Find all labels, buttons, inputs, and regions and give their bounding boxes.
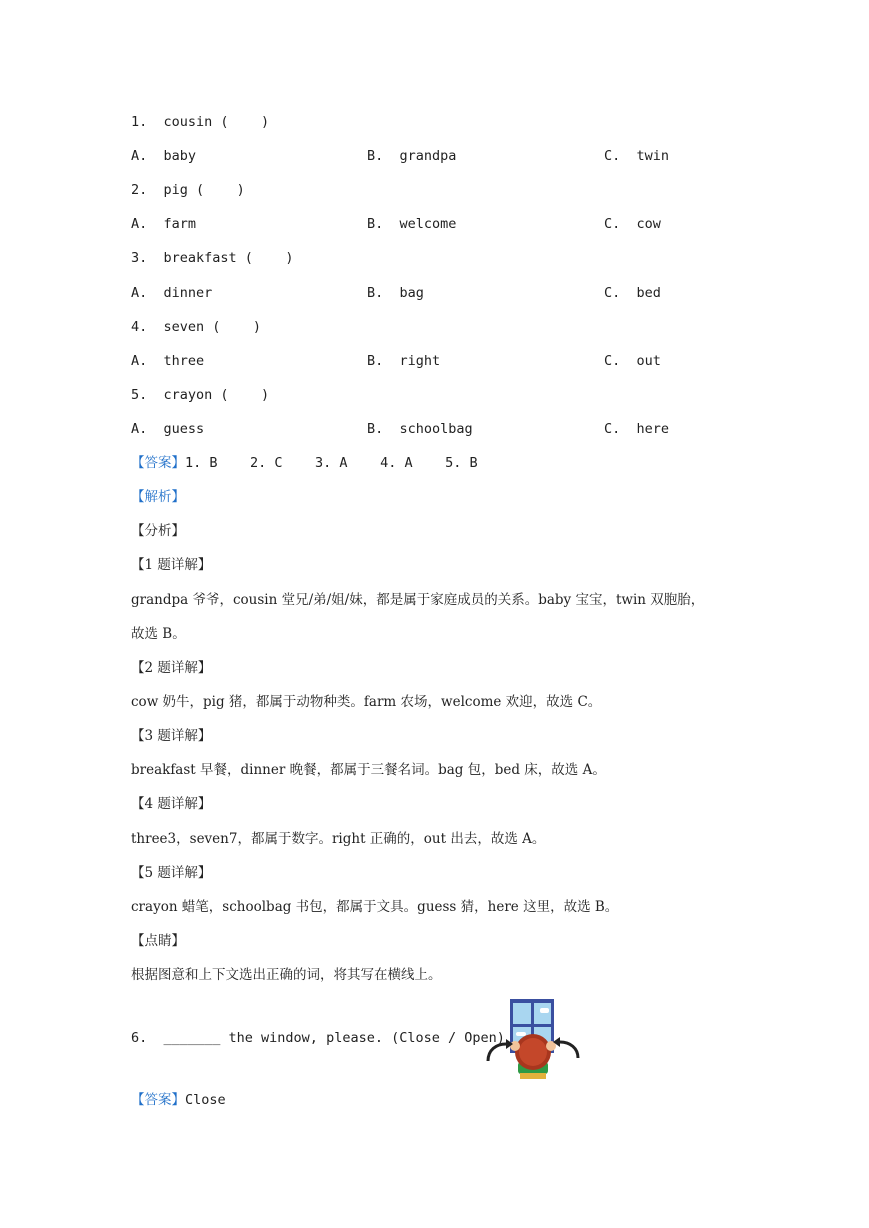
- question-stem: 2. pig ( ): [131, 182, 245, 198]
- option-a: A. farm: [131, 216, 197, 232]
- option-b: B. grandpa: [367, 148, 457, 164]
- detail-1-line-1: grandpa 爷爷，cousin 堂兄/弟/姐/妹，都是属于家庭成员的关系。baby 宝宝，twin 双胞胎，: [131, 592, 705, 608]
- jiexi-label: 【解析】: [131, 489, 185, 505]
- question-stem: 3. breakfast ( ): [131, 250, 294, 266]
- detail-3-line-1: breakfast 早餐，dinner 晚餐，都属于三餐名词。bag 包，bed 床，故选 A。: [131, 762, 606, 778]
- detail-5-line-1: crayon 蜡笔，schoolbag 书包，都属于文具。guess 猜，here 这里，故选 B。: [131, 899, 619, 915]
- answer-line: [131, 454, 478, 472]
- question-stem: 1. cousin ( ): [131, 114, 270, 130]
- question-stem: 4. seven ( ): [131, 319, 262, 335]
- option-a: A. baby: [131, 148, 197, 164]
- detail-4-line-1: three3，seven7，都属于数字。right 正确的，out 出去，故选 A。: [131, 831, 546, 847]
- detail-4-title: 【4 题详解】: [131, 796, 212, 812]
- option-b: B. welcome: [367, 216, 457, 232]
- option-c: C. here: [604, 421, 670, 437]
- question-stem: 5. crayon ( ): [131, 387, 270, 403]
- dianjing-title: 【点睛】: [131, 933, 185, 949]
- question-6-answer-line: [131, 1091, 226, 1109]
- detail-2-line-1: cow 奶牛，pig 猪，都属于动物种类。farm 农场，welcome 欢迎，故选 C。: [131, 694, 602, 710]
- answer-label: 【答案】: [131, 1092, 185, 1108]
- detail-1-title: 【1 题详解】: [131, 557, 212, 573]
- answer-label: 【答案】: [131, 455, 185, 471]
- question-6-text: 6. _______ the window, please. (Close / Open): [131, 1030, 505, 1046]
- option-c: C. bed: [604, 285, 661, 301]
- option-b: B. schoolbag: [367, 421, 473, 437]
- option-a: A. dinner: [131, 285, 213, 301]
- answer-text: 1. B 2. C 3. A 4. A 5. B: [185, 455, 478, 471]
- detail-1-line-2: 故选 B。: [131, 626, 186, 642]
- question-6-answer: Close: [185, 1092, 226, 1108]
- option-b: B. bag: [367, 285, 424, 301]
- option-c: C. out: [604, 353, 661, 369]
- detail-5-title: 【5 题详解】: [131, 865, 212, 881]
- option-a: A. guess: [131, 421, 205, 437]
- option-b: B. right: [367, 353, 441, 369]
- option-c: C. cow: [604, 216, 661, 232]
- fenxi-label: 【分析】: [131, 523, 185, 539]
- option-a: A. three: [131, 353, 205, 369]
- detail-2-title: 【2 题详解】: [131, 660, 212, 676]
- close-window-illustration: [482, 996, 584, 1080]
- detail-3-title: 【3 题详解】: [131, 728, 212, 744]
- option-c: C. twin: [604, 148, 670, 164]
- dianjing-text: 根据图意和上下文选出正确的词，将其写在横线上。: [131, 967, 442, 983]
